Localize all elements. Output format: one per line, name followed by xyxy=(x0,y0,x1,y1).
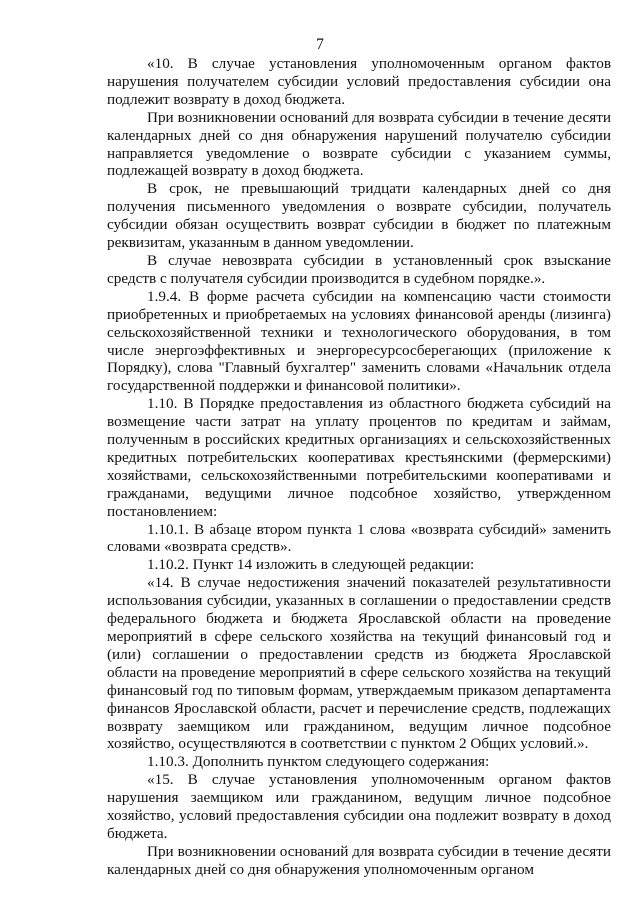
document-body xyxy=(107,55,611,879)
paragraph-1: «10. В случае установления уполномоченным органом фактов нарушения получателем субсидии условий предоставления субсидии она подлежит возврату в доход бюджета. xyxy=(107,55,611,108)
paragraph-11: «15. В случае установления уполномоченным органом фактов нарушения заемщиком или гражданином, ведущим личное подсобное хозяйство, условий предоставления субсидии она подлежит возврату в доход бюджета. xyxy=(107,771,611,842)
paragraph-7: 1.10.1. В абзаце втором пункта 1 слова «возврата субсидий» заменить словами «возврата средств». xyxy=(107,520,611,556)
paragraph-10: 1.10.3. Дополнить пунктом следующего содержания: xyxy=(147,753,490,771)
paragraph-2: При возникновении оснований для возврата субсидии в течение десяти календарных дней со дня обнаружения нарушений получателю субсидии направляется уведомление о возврате субсидии с указанием суммы, подлежащей возврату в доход бюджета. xyxy=(107,108,611,180)
paragraph-12: При возникновении оснований для возврата субсидии в течение десяти календарных дней со дня обнаружения уполномоченным органом xyxy=(107,842,611,878)
paragraph-8: 1.10.2. Пункт 14 изложить в следующей редакции: xyxy=(147,556,475,574)
paragraph-4: В случае невозврата субсидии в установленный срок взыскание средств с получателя субсидии производится в судебном порядке.». xyxy=(107,251,611,287)
paragraph-5: 1.9.4. В форме расчета субсидии на компенсацию части стоимости приобретенных и приобретаемых на условиях финансовой аренды (лизинга) сельскохозяйственной техники и технологического оборудования, в том числе энергоэффективных и энергоресурсосберегающих (приложение к Порядку), слова "Главный бухгалтер" заменить словами «Начальник отдела государственной поддержки и финансовой политики». xyxy=(107,287,611,395)
paragraph-6: 1.10. В Порядке предоставления из областного бюджета субсидий на возмещение части затрат на уплату процентов по кредитам и займам, полученным в российских кредитных организациях и сельскохозяйственных кредитных потребительских кооперативах крестьянскими (фермерскими) хозяйствами, сельскохозяйственными потребительскими кооперативами и гражданами, ведущими личное подсобное хозяйство, утвержденном постановлением: xyxy=(107,395,611,520)
paragraph-3: В срок, не превышающий тридцати календарных дней со дня получения письменного уведомления о возврате субсидии, получатель субсидии обязан осуществить возврат субсидии в бюджет по платежным реквизитам, указанным в данном уведомлении. xyxy=(107,180,611,252)
page-number: 7 xyxy=(316,36,324,53)
paragraph-9: «14. В случае недостижения значений показателей результативности использования субсидии, указанных в соглашении о предоставлении средств федерального бюджета и бюджета Ярославской области на проведение мероприятий в сфере сельского хозяйства на текущий финансовый год и (или) соглашении о предоставлении средств из бюджета Ярославской области на проведение мероприятий в сфере сельского хозяйства на текущий финансовый год по типовым формам, утверждаемым приказом департамента финансов Ярославской области, расчет и перечисление средств, подлежащих возврату заемщиком или гражданином, ведущим личное подсобное хозяйство, осуществляются в соответствии с пунктом 2 Общих условий.». xyxy=(107,574,611,753)
